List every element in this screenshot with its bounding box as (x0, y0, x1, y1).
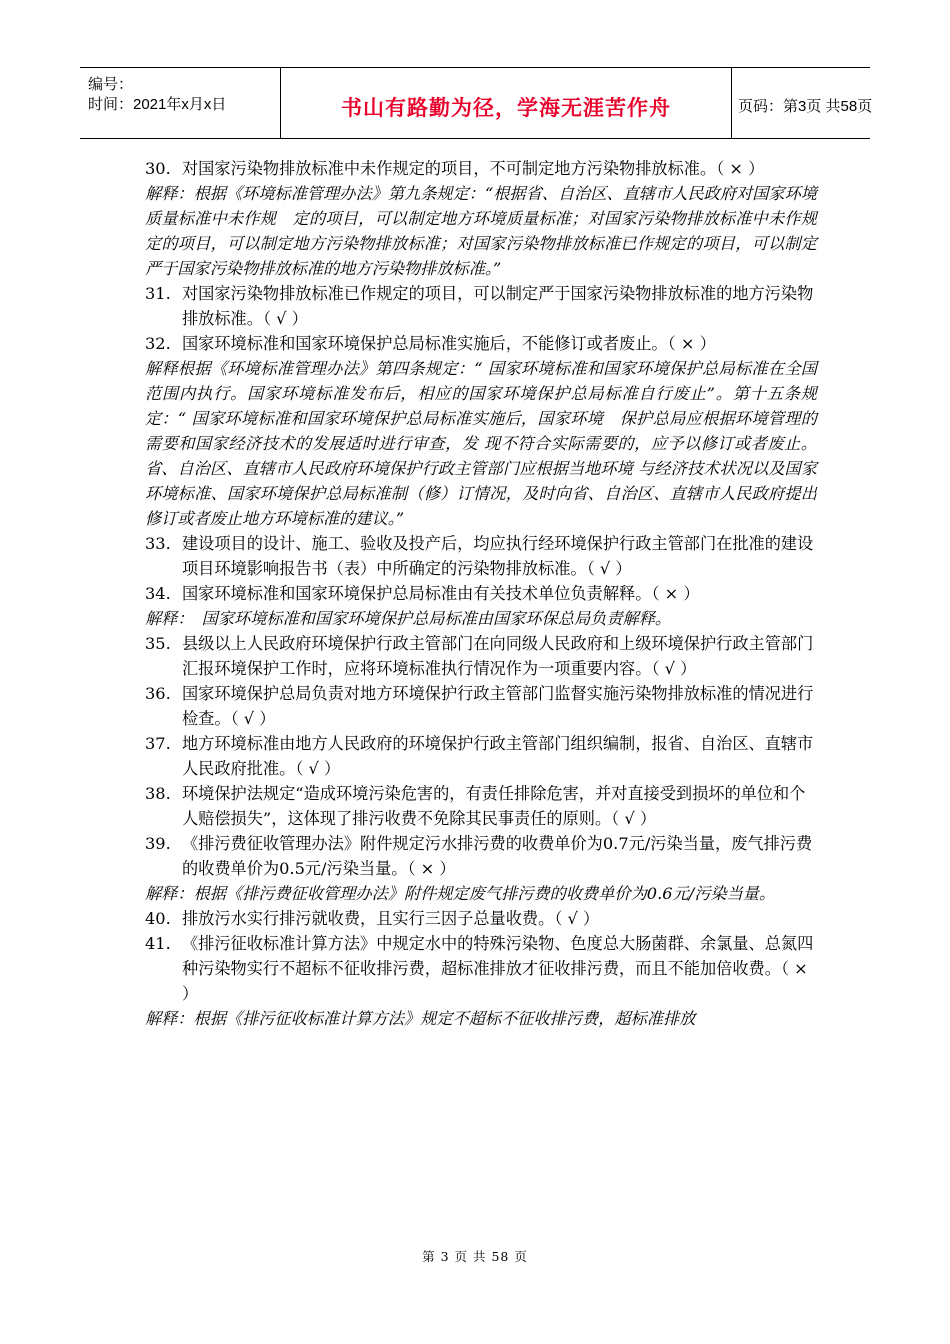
question-text: 排放污水实行排污就收费，且实行三因子总量收费。（ √ ） (182, 909, 600, 928)
number-label: 编号： (88, 76, 134, 93)
question-text: 对国家污染物排放标准中未作规定的项目，不可制定地方污染物排放标准。（ × ） (182, 159, 765, 178)
question-text: 国家环境保护总局负责对地方环境保护行政主管部门监督实施污染物排放标准的情况进行检查。（ √ ） (182, 684, 814, 728)
explanation: 解释： 国家环境标准和国家环境保护总局标准由国家环保总局负责解释。 (145, 609, 672, 628)
explanation: 解释：根据《环境标准管理办法》第九条规定：“根据省、自治区、直辖市人民政府对国家环境质量标准中未作规 定的项目，可以制定地方环境质量标准；对国家污染物排放标准中未作规定的项目，可以制定地方污染物排放标准；对国家污染物排放标准已作规定的项目，可以制定严于国家污染物排放标准的地方污染物排放标准。” (145, 184, 817, 278)
question-item (145, 906, 817, 931)
question-item (145, 931, 817, 1006)
question-number: 31. (145, 284, 171, 303)
question-number: 37. (145, 734, 171, 753)
question-number: 33. (145, 534, 171, 553)
question-text: 环境保护法规定“造成环境污染危害的，有责任排除危害，并对直接受到损坏的单位和个人赔偿损失”，这体现了排污收费不免除其民事责任的原则。（ √ ） (182, 784, 806, 828)
question-item (145, 781, 817, 831)
question-number: 38. (145, 784, 171, 803)
question-item (145, 281, 817, 331)
question-item (145, 156, 817, 181)
question-item (145, 831, 817, 881)
question-text: 《排污费征收管理办法》附件规定污水排污费的收费单价为0.7元/污染当量，废气排污费的收费单价为0.5元/污染当量。（ × ） (182, 834, 813, 878)
question-number: 35. (145, 634, 171, 653)
question-text: 《排污征收标准计算方法》中规定水中的特殊污染物、色度总大肠菌群、余氯量、总氮四种污染物实行不超标不征收排污费，超标准排放才征收排污费，而且不能加倍收费。（ × ） (182, 934, 814, 1003)
question-text: 县级以上人民政府环境保护行政主管部门在向同级人民政府和上级环境保护行政主管部门汇报环境保护工作时，应将环境标准执行情况作为一项重要内容。（ √ ） (182, 634, 814, 678)
question-item (145, 581, 817, 606)
explanation: 解释：根据《排污费征收管理办法》附件规定废气排污费的收费单价为0.6元/污染当量。 (145, 884, 776, 903)
explanation: 解释：根据《排污征收标准计算方法》规定不超标不征收排污费，超标准排放 (145, 1009, 696, 1028)
question-number: 41. (145, 934, 171, 953)
explanation: 解释根据《环境标准管理办法》第四条规定：“ 国家环境标准和国家环境保护总局标准在全国范围内执行。国家环境标准发布后，相应的国家环境保护总局标准自行废止”。第十五条规定：“ 国家环境标准和国家环境保护总局标准实施后，国家环境 保护总局应根据环境管理的需要和国家经济技术的发展适时进行审查，发 现不符合实际需要的，应予以修订或者废止。省、自治区、直辖市人民政府环境保护行政主管部门应根据当地环境 与经济技术状况以及国家环境标准、国家环境保护总局标准制（修）订情况，及时向省、自治区、直辖市人民政府提出修订或者废止地方环境标准的建议。” (145, 359, 817, 528)
question-text: 地方环境标准由地方人民政府的环境保护行政主管部门组织编制，报省、自治区、直辖市人民政府批准。（ √ ） (182, 734, 814, 778)
question-text: 建设项目的设计、施工、验收及投产后，均应执行经环境保护行政主管部门在批准的建设项目环境影响报告书（表）中所确定的污染物排放标准。（ √ ） (182, 534, 814, 578)
question-number: 40. (145, 909, 171, 928)
header-middle (280, 68, 732, 138)
question-number: 36. (145, 684, 171, 703)
question-item (145, 631, 817, 681)
page-info: 页码：第3页 共58页 (738, 98, 873, 115)
question-number: 32. (145, 334, 171, 353)
question-text: 国家环境标准和国家环境保护总局标准实施后，不能修订或者废止。（ × ） (182, 334, 716, 353)
question-item (145, 681, 817, 731)
question-number: 39. (145, 834, 171, 853)
page-footer: 第 3 页 共 58 页 (422, 1249, 528, 1264)
question-item (145, 331, 817, 356)
document-body (145, 156, 817, 1031)
question-number: 34. (145, 584, 171, 603)
header-left (80, 68, 280, 138)
question-text: 国家环境标准和国家环境保护总局标准由有关技术单位负责解释。（ × ） (182, 584, 700, 603)
question-item (145, 531, 817, 581)
question-number: 30. (145, 159, 171, 178)
page-header (80, 67, 873, 139)
question-text: 对国家污染物排放标准已作规定的项目，可以制定严于国家污染物排放标准的地方污染物排放标准。（ √ ） (182, 284, 814, 328)
motto: 书山有路勤为径，学海无涯苦作舟 (341, 96, 671, 120)
question-item (145, 731, 817, 781)
date-label: 时间：2021年x月x日 (88, 96, 227, 113)
